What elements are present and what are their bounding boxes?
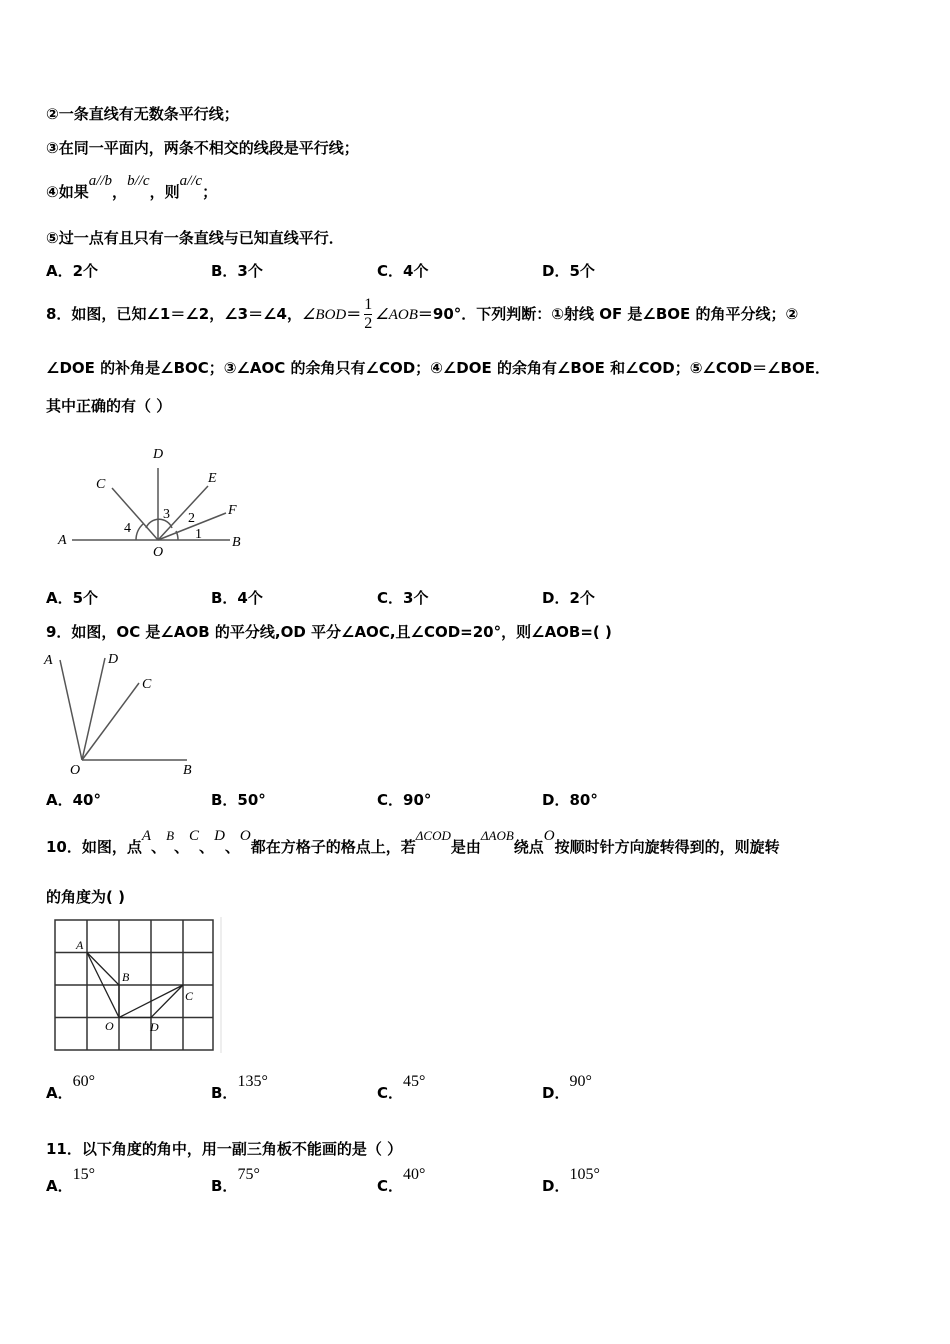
q11-option-a: [46, 1166, 96, 1196]
q10-text: 10．如图，点: [46, 838, 142, 856]
q10-text-5: 按顺时针方向旋转得到的，则旋转: [554, 838, 780, 856]
q8-text-2: ＝90°．下列判断：①射线 OF 是∠BOE 的角平分线；②: [417, 305, 799, 323]
q7-item-4: [46, 173, 218, 202]
arc-4: [136, 524, 143, 540]
separator: ，则: [149, 183, 180, 201]
q11-option-c: [377, 1166, 426, 1196]
label-o: O: [153, 545, 164, 560]
label-f: F: [228, 503, 237, 518]
separator: ；: [202, 183, 218, 201]
option-letter: C．: [377, 1177, 404, 1195]
q8-line-1: [46, 296, 798, 333]
option-value: 75°: [237, 1166, 260, 1183]
point-o: O: [239, 828, 251, 844]
option-value: 90°: [569, 1073, 592, 1090]
q9-figure: [40, 645, 210, 780]
label-4: 4: [124, 521, 131, 536]
separator: 、: [174, 838, 190, 856]
q9-option-a: A．40°: [46, 791, 101, 809]
q7-item-5: ⑤过一点有且只有一条直线与已知直线平行．: [46, 229, 344, 247]
point-o: O: [543, 828, 555, 844]
option-value: 60°: [72, 1073, 96, 1090]
option-letter: A．: [46, 1084, 73, 1102]
q8-angle-bod: ∠BOD: [301, 307, 347, 323]
q8-figure: [50, 440, 260, 565]
fraction-numerator: 1: [364, 296, 373, 313]
q8-line-3: 其中正确的有（ ）: [46, 397, 172, 415]
q8-equals: ＝: [346, 305, 362, 323]
q7-item-2: ②一条直线有无数条平行线；: [46, 105, 239, 123]
label-d: D: [153, 447, 164, 462]
triangle-cod: ΔCOD: [415, 828, 451, 843]
separator: 、: [224, 838, 240, 856]
point-c: C: [189, 828, 200, 844]
q10-line-2: 的角度为( ): [46, 888, 125, 906]
point-d: D: [214, 828, 225, 844]
fraction-denominator: 2: [364, 315, 373, 332]
q8-text: 8．如图，已知∠1＝∠2，∠3＝∠4，: [46, 305, 302, 323]
q7-option-d: D．5个: [542, 262, 595, 280]
option-letter: D．: [542, 1084, 570, 1102]
q8-angle-aob: ∠AOB: [375, 307, 418, 323]
q7-option-b: B．3个: [211, 262, 263, 280]
label-d: D: [150, 1020, 159, 1034]
label-b: B: [122, 970, 130, 984]
separator: 、: [151, 838, 167, 856]
option-value: 40°: [403, 1166, 426, 1183]
label-a: A: [76, 938, 84, 952]
option-value: 135°: [237, 1073, 268, 1090]
label-o: O: [70, 763, 81, 778]
q7-option-a: A．2个: [46, 262, 99, 280]
label-b: B: [183, 763, 192, 778]
option-letter: D．: [542, 1177, 570, 1195]
math-a-parallel-b: a//b: [88, 173, 113, 189]
ray-oa: [60, 660, 82, 760]
label-a: A: [58, 533, 67, 548]
q10-grid-figure: [50, 915, 225, 1057]
q10-option-d: [542, 1073, 592, 1103]
q8-option-a: A．5个: [46, 589, 99, 607]
q10-text-2: 都在方格子的格点上，若: [250, 838, 416, 856]
q8-option-b: B．4个: [211, 589, 263, 607]
q8-option-d: D．2个: [542, 589, 595, 607]
q10-line-1: [46, 828, 780, 857]
q7-item-4-prefix: ④如果: [46, 183, 89, 201]
label-c: C: [96, 477, 106, 492]
option-letter: B．: [211, 1177, 238, 1195]
q7-option-c: C．4个: [377, 262, 429, 280]
point-b: B: [166, 828, 175, 843]
label-c: C: [142, 677, 152, 692]
q10-option-b: [211, 1073, 268, 1103]
option-letter: C．: [377, 1084, 404, 1102]
label-d: D: [108, 652, 119, 667]
q11-option-d: [542, 1166, 600, 1196]
q7-item-3: ③在同一平面内，两条不相交的线段是平行线；: [46, 139, 359, 157]
label-b: B: [232, 535, 241, 550]
option-letter: A．: [46, 1177, 73, 1195]
label-e: E: [208, 471, 217, 486]
q10-text-3: 是由: [450, 838, 481, 856]
ray-oc: [112, 488, 158, 540]
label-1: 1: [195, 527, 202, 542]
label-c: C: [185, 989, 194, 1003]
option-value: 105°: [569, 1166, 600, 1183]
option-letter: B．: [211, 1084, 238, 1102]
separator: ，: [112, 183, 128, 201]
q11-question: 11．以下角度的角中，用一副三角板不能画的是（ ）: [46, 1140, 403, 1158]
label-a: A: [44, 653, 53, 668]
q10-option-c: [377, 1073, 426, 1103]
q10-option-a: [46, 1073, 96, 1103]
label-2: 2: [188, 511, 195, 526]
math-b-parallel-c: b//c: [127, 173, 150, 189]
label-3: 3: [163, 507, 170, 522]
separator: 、: [199, 838, 215, 856]
q10-text-4: 绕点: [513, 838, 544, 856]
q8-line-2: ∠DOE 的补角是∠BOC；③∠AOC 的余角只有∠COD；④∠DOE 的余角有∠BOE 和∠COD；⑤∠COD＝∠BOE．: [46, 359, 830, 377]
q11-option-b: [211, 1166, 260, 1196]
q9-option-b: B．50°: [211, 791, 266, 809]
label-o: O: [105, 1019, 114, 1033]
q8-option-c: C．3个: [377, 589, 429, 607]
q9-question: 9．如图，OC 是∠AOB 的平分线,OD 平分∠AOC,且∠COD=20°，则∠AOB=( ): [46, 623, 612, 641]
q9-option-d: D．80°: [542, 791, 598, 809]
point-a: A: [141, 828, 152, 844]
fraction-one-half: [364, 296, 372, 333]
q9-option-c: C．90°: [377, 791, 432, 809]
option-value: 45°: [403, 1073, 426, 1090]
option-value: 15°: [72, 1166, 96, 1183]
math-a-parallel-c: a//c: [179, 173, 203, 189]
triangle-aob: ΔAOB: [480, 828, 514, 843]
